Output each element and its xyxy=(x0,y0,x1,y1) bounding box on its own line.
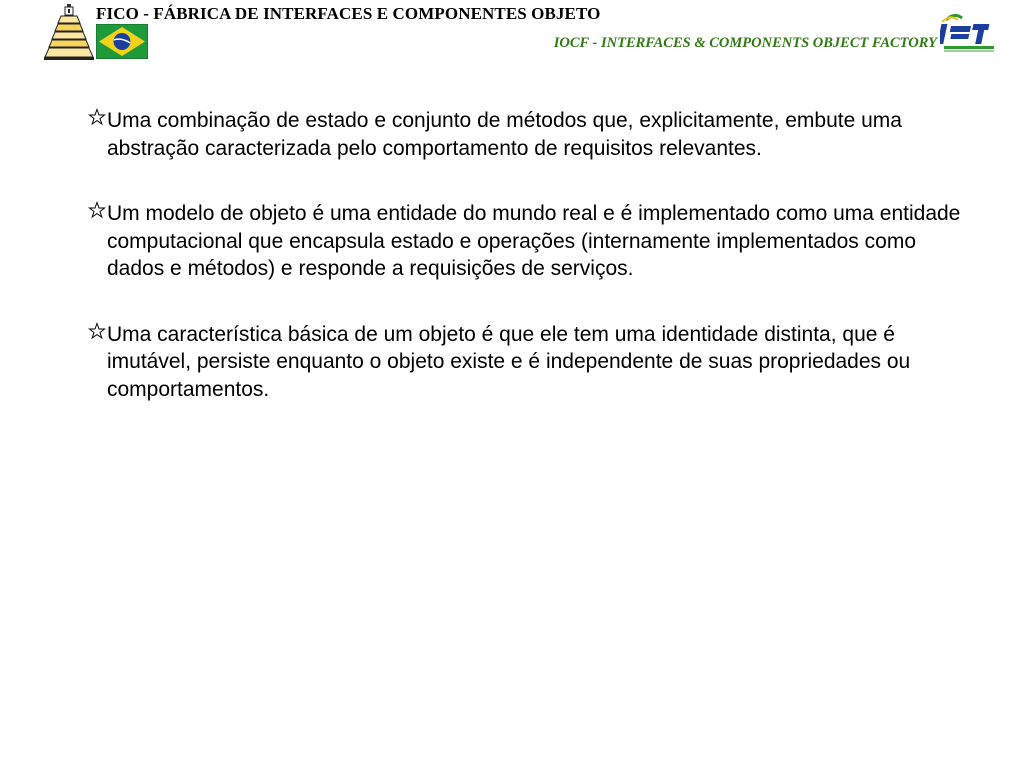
slide-content xyxy=(88,107,968,441)
star-outline-icon xyxy=(88,201,106,219)
bullet-text: Uma característica básica de um objeto é que ele tem uma identidade distinta, que é imutável, persiste enquanto o objeto existe e é independente de suas propriedades ou comportamentos. xyxy=(107,322,911,401)
star-outline-icon xyxy=(88,322,106,340)
partner-logo-icon xyxy=(940,12,996,54)
brazil-flag-icon xyxy=(96,24,148,59)
header-title-en: IOCF - INTERFACES & COMPONENTS OBJECT FACTORY xyxy=(553,35,937,51)
star-outline-icon xyxy=(88,108,106,126)
bullet-item xyxy=(88,200,968,283)
header-title-pt: FICO - FÁBRICA DE INTERFACES E COMPONENTES OBJETO xyxy=(96,4,601,23)
pyramid-logo-icon xyxy=(44,4,94,60)
slide-header xyxy=(0,0,1024,64)
bullet-text: Um modelo de objeto é uma entidade do mundo real e é implementado como uma entidade computacional que encapsula estado e operações (internamente implementados como dados e métodos) e responde a requisições de serviços. xyxy=(107,202,961,280)
bullet-item xyxy=(88,107,968,162)
bullet-item xyxy=(88,321,968,404)
bullet-text: Uma combinação de estado e conjunto de métodos que, explicitamente, embute uma abstração caracterizada pelo comportamento de requisitos relevantes. xyxy=(107,109,902,160)
